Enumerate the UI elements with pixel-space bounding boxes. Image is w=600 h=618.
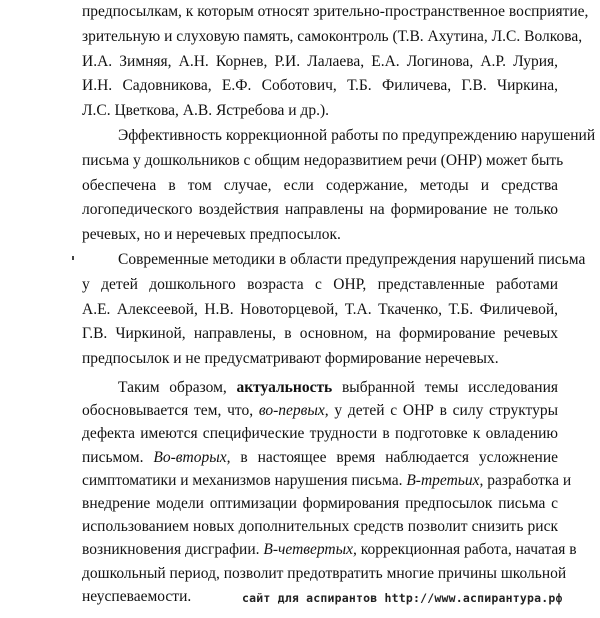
emphasis-italic: Во-вторых, [153, 448, 231, 466]
text-line: обеспечена в том случае, если содержание, методы и средства [82, 176, 558, 194]
text-fragment: разработка и [487, 471, 572, 489]
text-line: зрительную и слуховую память, самоконтроль (Т.В. Ахутина, Л.С. Волкова, [82, 27, 583, 45]
text-line: у детей дошкольного возраста с ОНР, представленные работами [82, 275, 558, 293]
text-line: предпосылок и не предусматривают формирование неречевых. [82, 350, 499, 368]
text-line: А.Е. Алексеевой, Н.В. Новоторцевой, Т.А. Ткаченко, Т.Б. Филичевой, [82, 300, 558, 318]
text-line: неуспеваемости. [82, 587, 192, 605]
text-fragment: возникновения дисграфии. [82, 541, 260, 559]
text-line: Л.С. Цветкова, А.В. Ястребова и др.). [82, 102, 329, 120]
text-line: речевых, но и неречевых предпосылок. [82, 226, 341, 244]
emphasis-italic: во-первых, [258, 402, 329, 420]
text-fragment: письмом. [82, 448, 144, 466]
text-line: И.Н. Садовникова, Е.Ф. Соботович, Т.Б. Филичева, Г.В. Чиркина, [82, 77, 558, 95]
text-fragment: выбранной темы исследования [341, 379, 558, 396]
text-fragment: в настоящее время наблюдается усложнение [240, 448, 558, 466]
text-line: дошкольный период, позволит предотвратить многие причины школьной [82, 564, 567, 582]
text-line: И.А. Зимняя, А.Н. Корнев, Р.И. Лалаева, Е.А. Логинова, А.Р. Лурия, [82, 52, 558, 70]
scan-mark [72, 256, 74, 260]
site-footer: сайт для аспирантов http://www.аспирантура.рф [242, 590, 563, 605]
text-line: дефекта имеются специфические трудности в подготовке к овладению [82, 425, 558, 443]
text-line [82, 471, 572, 491]
text-line [118, 378, 558, 398]
text-line: предпосылкам, к которым относят зрительно-пространственное восприятие, [82, 3, 589, 20]
text-fragment: симптоматики и механизмов нарушения письма. [82, 471, 403, 489]
text-line: внедрение модели оптимизации формирования предпосылок письма с [82, 495, 558, 512]
text-line [82, 401, 558, 421]
text-line: использованием новых дополнительных средств позволит снизить риск [82, 518, 558, 536]
emphasis-italic: В-третьих, [406, 471, 484, 489]
text-line [82, 540, 577, 560]
text-fragment: коррекционная работа, начатая в [360, 541, 577, 559]
emphasis-italic: В-четвертых, [263, 541, 357, 559]
text-fragment: Таким образом, [118, 379, 227, 396]
emphasis-bold: актуальность [236, 379, 333, 396]
text-fragment: обосновывается тем, что, [82, 402, 254, 420]
text-line: Г.В. Чиркиной, направлены, в основном, на формирование речевых [82, 325, 558, 343]
text-line: Современные методики в области предупреждения нарушений письма [118, 251, 586, 268]
text-line: логопедического воздействия направлены на формирование не только [82, 201, 558, 219]
text-line: письма у дошкольников с общим недоразвитием речи (ОНР) может быть [82, 151, 564, 169]
text-line: Эффективность коррекционной работы по предупреждению нарушений [118, 127, 596, 144]
text-line [82, 448, 558, 468]
text-fragment: у детей с ОНР в силу структуры [334, 402, 559, 420]
